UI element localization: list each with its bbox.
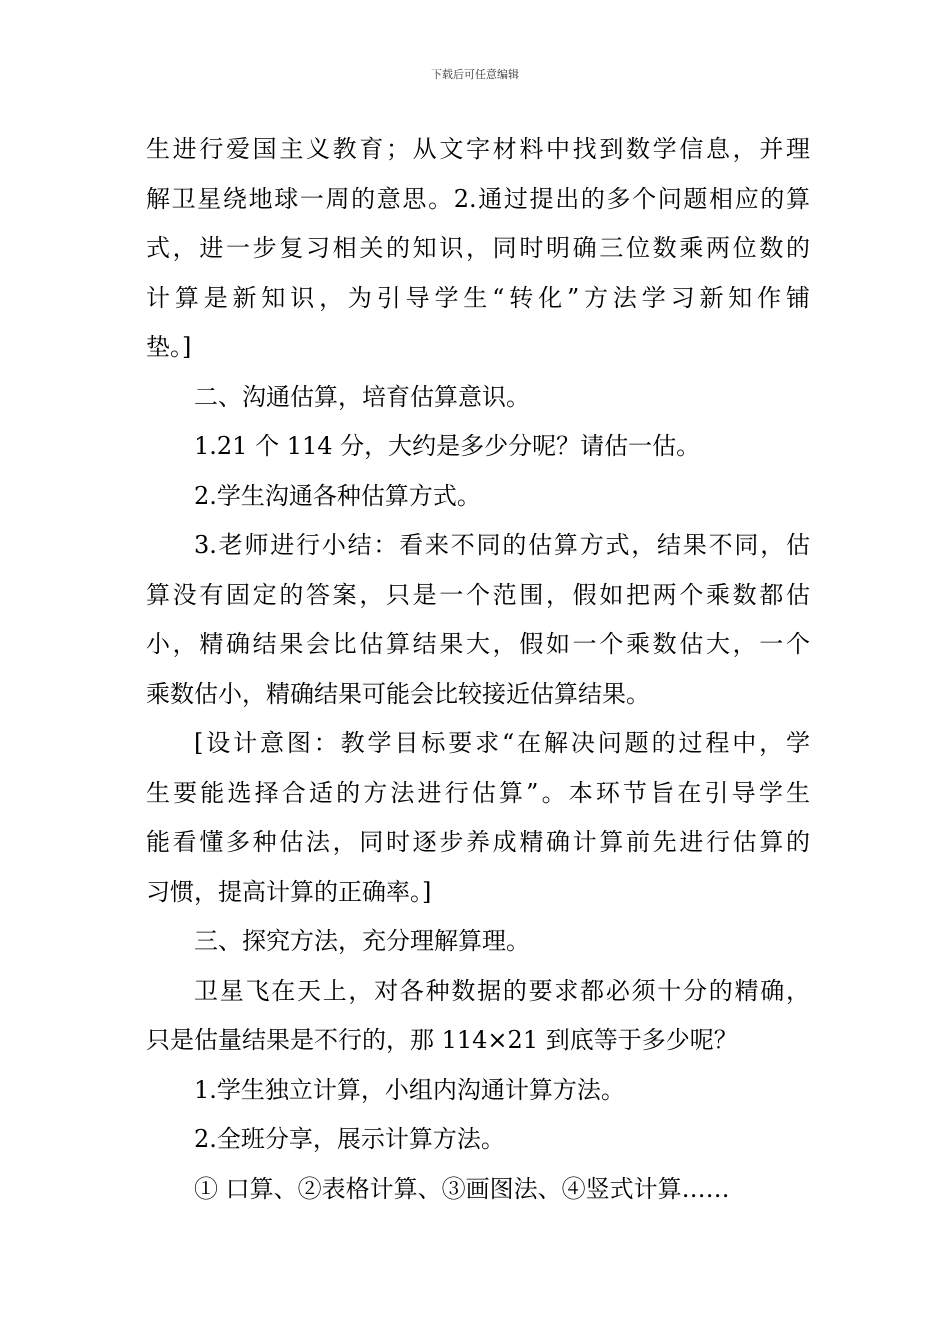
text-line: 二、沟通估算，培育估算意识。 bbox=[194, 382, 530, 411]
text-line: 垫。] bbox=[146, 333, 192, 361]
text-line: ① 口算、②表格计算、③画图法、④竖式计算…… bbox=[194, 1174, 730, 1203]
text-line: 2.全班分享，展示计算方法。 bbox=[194, 1125, 505, 1153]
text-line: 习惯，提高计算的正确率。] bbox=[146, 877, 432, 906]
text-line: 能看懂多种估法，同时逐步养成精确计算前先进行估算的 bbox=[146, 828, 810, 856]
text-line: 小，精确结果会比估算结果大，假如一个乘数估大，一个 bbox=[146, 630, 810, 658]
text-line: [设计意图：教学目标要求“在解决问题的过程中，学 bbox=[194, 729, 810, 757]
text-line: 式，进一步复习相关的知识，同时明确三位数乘两位数的 bbox=[146, 234, 810, 262]
page-header: 下载后可任意编辑 bbox=[431, 68, 519, 81]
text-line: 解卫星绕地球一周的意思。2.通过提出的多个问题相应的算 bbox=[146, 184, 810, 213]
text-line: 只是估量结果是不行的，那 114×21 到底等于多少呢？ bbox=[146, 1026, 738, 1054]
text-line: 乘数估小，精确结果可能会比较接近估算结果。 bbox=[146, 679, 650, 708]
text-line: 生进行爱国主义教育；从文字材料中找到数学信息，并理 bbox=[146, 135, 810, 163]
text-line: 算没有固定的答案，只是一个范围，假如把两个乘数都估 bbox=[146, 580, 810, 609]
text-line: 计算是新知识，为引导学生“转化”方法学习新知作铺 bbox=[146, 283, 810, 312]
text-line: 3.老师进行小结：看来不同的估算方式，结果不同，估 bbox=[194, 531, 810, 559]
text-line: 2.学生沟通各种估算方式。 bbox=[194, 481, 481, 510]
document-body bbox=[146, 125, 810, 1214]
text-line: 卫星飞在天上，对各种数据的要求都必须十分的精确， bbox=[194, 976, 810, 1005]
text-line: 1.21 个 114 分，大约是多少分呢？请估一估。 bbox=[194, 432, 701, 460]
text-line: 1.学生独立计算，小组内沟通计算方法。 bbox=[194, 1075, 625, 1104]
text-line: 三、探究方法，充分理解算理。 bbox=[194, 927, 530, 955]
text-line: 生要能选择合适的方法进行估算”。本环节旨在引导学生 bbox=[146, 778, 810, 807]
